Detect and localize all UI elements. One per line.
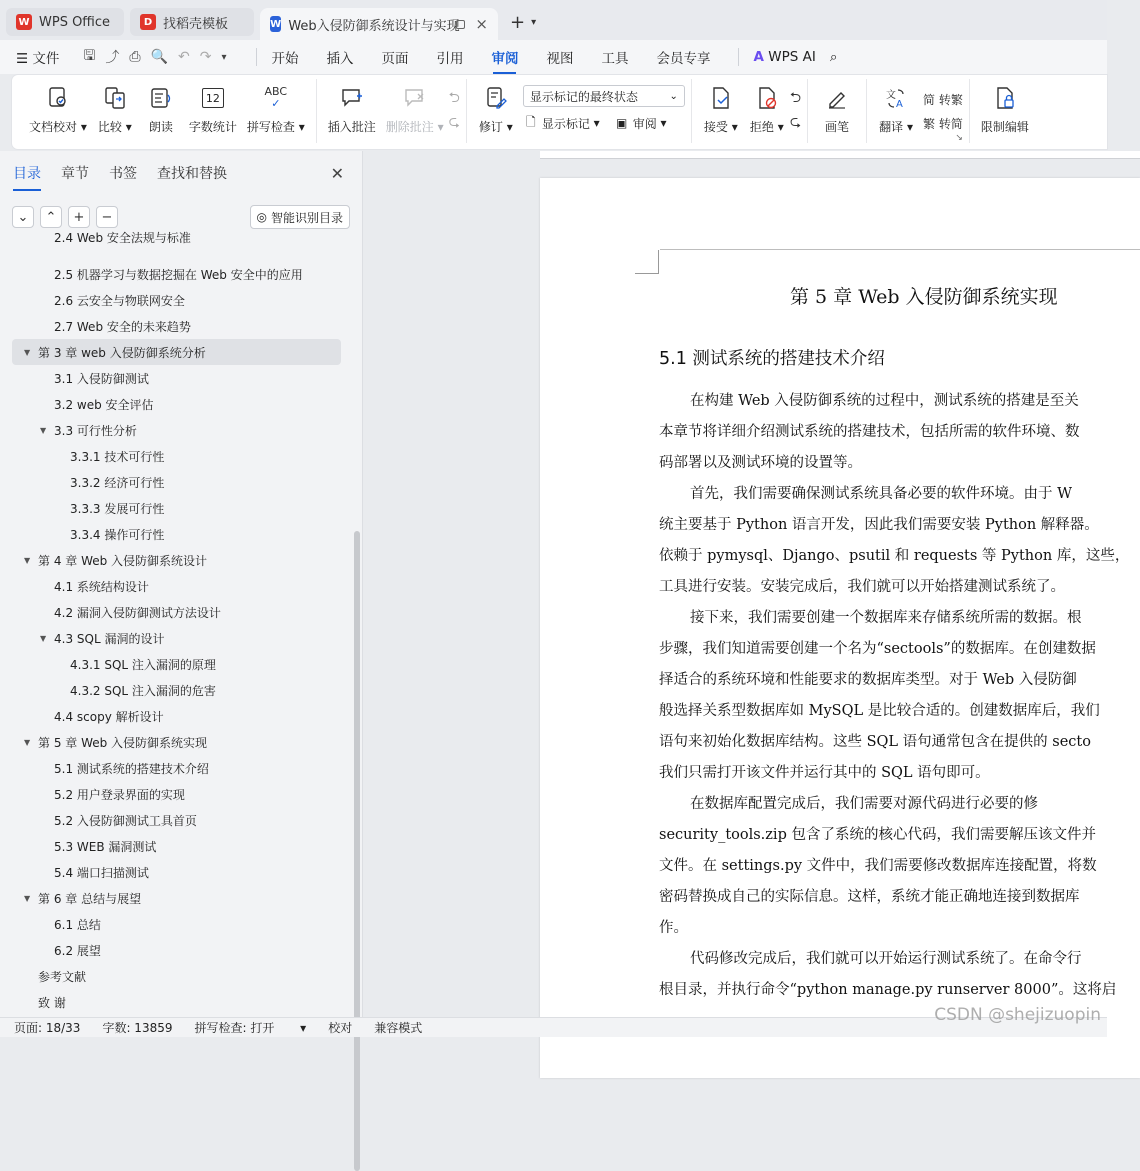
compare-icon <box>102 84 128 112</box>
word-count-button[interactable] <box>189 79 237 135</box>
toc-item-label: 第 5 章 Web 入侵防御系统实现 <box>38 735 208 750</box>
file-menu-label: 文件 <box>32 51 60 67</box>
toc-item[interactable] <box>0 807 353 833</box>
spell-check-indicator[interactable]: 拼写检查: 打开 ▾ <box>194 1021 307 1035</box>
print-preview-icon[interactable]: 🔍 <box>150 49 168 65</box>
spell-check-button[interactable]: ABC ✓ 拼写检查 ▾ <box>246 85 305 134</box>
changes-group <box>692 79 808 143</box>
nav-tabs <box>0 151 362 195</box>
chevron-down-icon: ⌄ <box>17 209 29 225</box>
toc-item[interactable] <box>0 469 353 495</box>
toc-item[interactable] <box>0 547 353 573</box>
translate-button[interactable]: 文 A 翻译 ▾ <box>878 79 914 135</box>
toc-item-label: 参考文献 <box>38 969 87 984</box>
prev-change-icon[interactable]: ⮌ <box>789 90 802 106</box>
toc-item-label: 6.2 展望 <box>54 943 101 958</box>
toc-item[interactable] <box>0 625 353 651</box>
toc-item-label: 4.3.2 SQL 注入漏洞的危害 <box>70 683 216 698</box>
compare-label: 比较 <box>97 120 122 134</box>
language-group <box>867 79 970 143</box>
ink-group <box>808 79 867 143</box>
menu-bar <box>0 40 1107 74</box>
section-heading[interactable]: 5.1 测试系统的搭建技术介绍 <box>659 349 885 369</box>
delete-comment-button[interactable]: 删除批注 ▾ <box>386 79 444 135</box>
toc-item[interactable] <box>0 885 353 911</box>
doc-check-label: 文档校对 <box>29 120 78 134</box>
insert-comment-icon <box>339 84 365 112</box>
text-line[interactable]: 在构建 Web 入侵防御系统的过程中，测试系统的搭建是至关 <box>690 393 1079 409</box>
review-pane-icon: ▣ <box>616 116 628 130</box>
share-icon[interactable]: ⤴ <box>105 50 120 66</box>
toc-item-label: 3.3.4 操作可行性 <box>70 527 165 542</box>
toc-item[interactable] <box>12 339 341 365</box>
spell-check-icon: ABC ✓ <box>264 85 288 110</box>
expand-arrow-icon[interactable]: ▼ <box>24 737 31 747</box>
word-count-indicator[interactable]: 字数: 13859 <box>102 1021 173 1035</box>
compat-mode-indicator: 兼容模式 <box>374 1021 423 1035</box>
expand-down-button[interactable] <box>12 206 34 228</box>
toc-item-label: 致 谢 <box>38 995 66 1010</box>
toc-item[interactable] <box>0 833 353 859</box>
collapse-up-button[interactable] <box>40 206 62 228</box>
tab-label: 找稻壳模板 <box>163 16 229 32</box>
toc-item-label: 3.3 可行性分析 <box>54 423 137 438</box>
toc-item[interactable] <box>0 287 353 313</box>
word-count-icon-text: 12 <box>202 88 224 108</box>
compare-button[interactable]: 比较 ▾ <box>97 79 133 135</box>
toc-item[interactable] <box>0 677 353 703</box>
screen-icon[interactable] <box>456 20 465 29</box>
redo-icon[interactable]: ↷ <box>199 49 212 65</box>
toc-item-label: 4.3 SQL 漏洞的设计 <box>54 631 165 646</box>
toc-item[interactable] <box>0 391 353 417</box>
next-change-icon[interactable]: ⮎ <box>789 114 802 130</box>
toc-item[interactable] <box>0 911 353 937</box>
tab-find-replace[interactable]: 查找和替换 <box>157 166 227 182</box>
tab-sections[interactable]: 章节 <box>61 166 89 182</box>
dialog-launcher-icon[interactable]: ↘ <box>955 133 963 143</box>
toc-item[interactable] <box>0 231 353 261</box>
delete-comment-icon <box>402 84 428 112</box>
tab-docer-templates[interactable] <box>130 8 254 36</box>
to-simplified-button[interactable]: 繁 转简 <box>923 116 963 131</box>
toc-item-label: 第 3 章 web 入侵防御系统分析 <box>38 345 206 360</box>
toc-item[interactable] <box>0 963 353 989</box>
accept-icon <box>708 84 734 112</box>
toc-item[interactable] <box>0 859 353 885</box>
navigation-pane <box>0 151 363 1017</box>
toc-item[interactable] <box>0 729 353 755</box>
tab-bar <box>0 0 1107 40</box>
text-line[interactable]: 代码修改完成后，我们就可以开始运行测试系统了。在命令行 <box>690 951 1082 967</box>
tab-label: Web入侵防御系统设计与实现 <box>288 18 460 34</box>
new-tab-button[interactable] <box>504 8 542 36</box>
comment-nav <box>449 87 460 135</box>
svg-text:A: A <box>896 99 903 110</box>
text-line[interactable]: 接下来，我们需要创建一个数据库来存储系统所需的数据。根 <box>690 610 1082 626</box>
tracking-group <box>467 79 692 143</box>
expand-arrow-icon[interactable]: ▼ <box>24 555 31 565</box>
text-line[interactable]: 步骤，我们知道需要创建一个名为“sectools”的数据库。在创建数据 <box>659 641 1096 657</box>
toc-item[interactable] <box>0 495 353 521</box>
text-line[interactable]: 在数据库配置完成后，我们需要对源代码进行必要的修 <box>690 796 1038 812</box>
revise-button[interactable]: 修订 ▾ <box>478 79 514 135</box>
read-aloud-label: 朗读 <box>148 120 173 134</box>
review-pane-button[interactable]: ▣ 审阅 ▾ <box>614 111 667 135</box>
close-icon[interactable]: ✕ <box>330 164 344 183</box>
toc-scrollbar[interactable] <box>354 531 360 1171</box>
chapter-heading[interactable]: 第 5 章 Web 入侵防御系统实现 <box>790 286 1058 308</box>
menu-page[interactable]: 页面 <box>381 51 409 67</box>
remove-heading-button[interactable] <box>96 206 118 228</box>
spell-check-label: 拼写检查 <box>246 120 295 134</box>
accept-button[interactable]: 接受 ▾ <box>703 79 739 135</box>
toc-item[interactable] <box>0 703 353 729</box>
docer-icon: D <box>140 14 156 30</box>
toc-item-label: 4.1 系统结构设计 <box>54 579 149 594</box>
separator <box>256 48 257 66</box>
markup-buttons <box>523 111 685 135</box>
search-icon[interactable]: ⌕ <box>829 49 838 65</box>
text-line[interactable]: 依赖于 pymysql、Django、psutil 和 requests 等 Python 库，这些， <box>659 548 1130 564</box>
markup-select[interactable] <box>523 85 685 107</box>
conversion-buttons <box>923 87 963 135</box>
toc-item-label: 5.3 WEB 漏洞测试 <box>54 839 157 854</box>
toc-item-label: 4.4 scopy 解析设计 <box>54 709 164 724</box>
toc-item[interactable] <box>0 755 353 781</box>
expand-arrow-icon[interactable]: ▼ <box>40 425 47 435</box>
prev-comment-icon[interactable]: ⮌ <box>448 90 460 106</box>
quick-access-toolbar <box>83 45 236 69</box>
toc-item[interactable] <box>0 261 353 287</box>
expand-arrow-icon[interactable]: ▼ <box>24 347 31 357</box>
markup-controls <box>523 79 685 135</box>
text-line[interactable]: 般选择关系型数据库如 MySQL 是比较合适的。创建数据库后，我们 <box>659 703 1100 719</box>
tab-current-document[interactable] <box>260 8 498 40</box>
toc-item[interactable] <box>0 573 353 599</box>
text-line[interactable]: 统主要基于 Python 语言开发，因此我们需要安装 Python 解释器。 <box>659 517 1099 533</box>
accept-label: 接受 <box>703 120 728 134</box>
quick-access-more-icon[interactable]: ▾ <box>221 51 227 63</box>
restrict-editing-button[interactable] <box>981 79 1029 135</box>
document-page[interactable] <box>540 178 1140 1078</box>
menu-view[interactable]: 视图 <box>546 51 574 67</box>
review-ribbon <box>12 75 1107 149</box>
toc-item[interactable] <box>0 365 353 391</box>
next-comment-icon[interactable]: ⮎ <box>448 114 460 130</box>
restrict-editing-label: 限制编辑 <box>980 120 1029 134</box>
expand-arrow-icon[interactable]: ▼ <box>24 893 31 903</box>
undo-icon[interactable]: ↶ <box>177 49 190 65</box>
toc-item-label: 5.1 测试系统的搭建技术介绍 <box>54 761 209 776</box>
delete-comment-label: 删除批注 <box>385 120 434 134</box>
reject-icon <box>754 84 780 112</box>
header-line <box>660 249 1140 250</box>
translate-icon <box>883 84 909 112</box>
toc-item-label: 2.6 云安全与物联网安全 <box>54 293 185 308</box>
page-indicator[interactable]: 页面: 18/33 <box>14 1021 81 1035</box>
menu-member[interactable]: 会员专享 <box>656 51 711 67</box>
spell-check-status: 拼写检查: 打开 <box>194 1021 275 1035</box>
text-line[interactable]: 首先，我们需要确保测试系统具备必要的软件环境。由于 W <box>690 486 1073 502</box>
tab-bookmarks[interactable]: 书签 <box>109 166 137 182</box>
chevron-down-icon[interactable]: ▾ <box>531 16 537 28</box>
toc-item-label: 第 4 章 Web 入侵防御系统设计 <box>38 553 208 568</box>
text-line[interactable]: security_tools.zip 包含了系统的核心代码，我们需要解压该文件并 <box>659 827 1096 843</box>
smart-toc-label: 智能识别目录 <box>270 210 343 225</box>
doc-check-button[interactable]: 文档校对 ▾ <box>29 79 87 135</box>
toc-item[interactable] <box>0 313 353 339</box>
to-traditional-button[interactable]: 简 转繁 <box>923 92 963 107</box>
menu-start[interactable]: 开始 <box>271 51 299 67</box>
tab-wps-office[interactable] <box>6 8 124 36</box>
page-margin-mark <box>635 250 659 274</box>
comments-group <box>317 79 467 143</box>
separator <box>738 48 739 66</box>
toc-item-label: 6.1 总结 <box>54 917 101 932</box>
toc-item[interactable] <box>0 443 353 469</box>
read-aloud-button[interactable] <box>143 79 179 135</box>
read-aloud-icon <box>148 84 174 112</box>
tab-toc[interactable]: 目录 <box>13 163 41 183</box>
text-line[interactable]: 本章节将详细介绍测试系统的搭建技术，包括所需的软件环境、数 <box>659 424 1080 440</box>
plus-icon: + <box>510 11 526 33</box>
smart-toc-button[interactable] <box>250 205 351 229</box>
word-count-icon <box>200 84 226 112</box>
text-line[interactable]: 根目录，并执行命令“python manage.py runserver 8000”。这将启 <box>659 982 1117 998</box>
text-line[interactable]: 工具进行安装。安装完成后，我们就可以开始搭建测试系统了。 <box>659 579 1065 595</box>
toc-item-label: 5.2 入侵防御测试工具首页 <box>54 813 197 828</box>
text-line[interactable]: 密码替换成自己的实际信息。这样，系统才能正确地连接到数据库 <box>659 889 1080 905</box>
text-line[interactable]: 文件。在 settings.py 文件中，我们需要修改数据库连接配置，将数 <box>659 858 1097 874</box>
pen-label: 画笔 <box>825 120 850 134</box>
show-markup-label: 显示标记 <box>541 116 590 131</box>
text-line[interactable]: 我们只需打开该文件并运行其中的 SQL 语句即可。 <box>659 765 990 781</box>
expand-arrow-icon[interactable]: ▼ <box>40 633 47 643</box>
tab-label: WPS Office <box>39 14 111 30</box>
toc-item[interactable] <box>0 781 353 807</box>
chevron-up-icon: ⌃ <box>45 209 57 225</box>
menu-tools[interactable]: 工具 <box>601 51 629 67</box>
chevron-down-icon: ⌄ <box>669 90 678 102</box>
wps-ai-button[interactable] <box>753 49 815 65</box>
markup-select-value: 显示标记的最终状态 <box>529 89 638 104</box>
menu-insert[interactable]: 插入 <box>326 51 354 67</box>
toc-item-label: 3.2 web 安全评估 <box>54 397 154 412</box>
wps-ai-label: WPS AI <box>768 49 816 65</box>
show-markup-button[interactable]: 🗋 显示标记 ▾ <box>523 111 600 135</box>
toc-item-label: 第 6 章 总结与展望 <box>38 891 142 906</box>
text-line[interactable]: 语句来初始化数据库结构。这些 SQL 语句通常包含在提供的 secto <box>659 734 1091 750</box>
text-line[interactable]: 码部署以及测试环境的设置等。 <box>659 455 862 471</box>
review-pane-label: 审阅 <box>632 116 657 131</box>
toc-item-label: 5.4 端口扫描测试 <box>54 865 149 880</box>
file-menu[interactable]: ☰ 文件 <box>16 51 60 67</box>
toc-item-label: 3.3.1 技术可行性 <box>70 449 165 464</box>
toc-item-label: 3.3.2 经济可行性 <box>70 475 165 490</box>
save-icon[interactable]: 🖫 <box>83 48 96 64</box>
print-icon[interactable]: ⎙ <box>129 49 141 65</box>
minus-icon: − <box>101 209 113 225</box>
protect-group <box>970 79 1040 143</box>
restrict-editing-icon <box>992 84 1018 112</box>
toc-item-label: 4.2 漏洞入侵防御测试方法设计 <box>54 605 221 620</box>
menu-reference[interactable]: 引用 <box>436 51 464 67</box>
track-changes-icon <box>483 84 509 112</box>
show-markup-icon: 🗋 <box>526 114 536 129</box>
document-area <box>364 151 1130 1017</box>
reject-label: 拒绝 <box>749 120 774 134</box>
insert-comment-button[interactable] <box>328 79 376 135</box>
toc-item-label: 2.7 Web 安全的未来趋势 <box>54 319 191 334</box>
menu-review[interactable]: 审阅 <box>491 47 518 67</box>
smart-toc-icon: ◎ <box>256 210 267 224</box>
watermark: CSDN @shejizuopin <box>934 1005 1101 1025</box>
proofread-indicator[interactable]: 校对 <box>328 1021 353 1035</box>
doc-check-icon <box>45 84 71 112</box>
toc-item[interactable] <box>0 599 353 625</box>
spell-check-icon-text: ABC <box>264 85 288 98</box>
toc-item[interactable] <box>0 989 353 1015</box>
toc-item-label: 5.2 用户登录界面的实现 <box>54 787 185 802</box>
text-line[interactable]: 择适合的系统环境和性能要求的数据库类型。对于 Web 入侵防御 <box>659 672 1077 688</box>
word-count-label: 字数统计 <box>188 120 237 134</box>
add-heading-button[interactable] <box>68 206 90 228</box>
toc-item[interactable] <box>0 417 353 443</box>
toc-item-label: 3.1 入侵防御测试 <box>54 371 149 386</box>
revise-label: 修订 <box>478 120 503 134</box>
toc-item[interactable] <box>0 521 353 547</box>
toc-item[interactable] <box>0 651 353 677</box>
close-tab-icon[interactable]: × <box>475 15 488 33</box>
wps-ai-icon: A <box>753 49 764 65</box>
pen-icon <box>824 84 850 112</box>
insert-comment-label: 插入批注 <box>327 120 376 134</box>
toc-item[interactable] <box>0 937 353 963</box>
writer-doc-icon: W <box>270 16 281 32</box>
translate-label: 翻译 <box>879 120 904 134</box>
wps-logo-icon: W <box>16 14 32 30</box>
change-nav <box>790 87 801 135</box>
text-line[interactable]: 作。 <box>659 920 688 936</box>
reject-button[interactable]: 拒绝 ▾ <box>749 79 785 135</box>
previous-page-edge <box>540 151 1140 159</box>
toc-item-label: 2.5 机器学习与数据挖掘在 Web 安全中的应用 <box>54 267 303 282</box>
svg-text:文: 文 <box>886 90 897 101</box>
toc-item-label: 3.3.3 发展可行性 <box>70 501 165 516</box>
toc-item-label: 2.4 Web 安全法规与标准 <box>54 231 191 245</box>
pen-button[interactable] <box>819 79 855 135</box>
toc-item-label: 4.3.1 SQL 注入漏洞的原理 <box>70 657 216 672</box>
toc-list <box>0 231 353 1013</box>
proofing-group <box>18 79 317 143</box>
plus-icon: + <box>73 209 85 225</box>
